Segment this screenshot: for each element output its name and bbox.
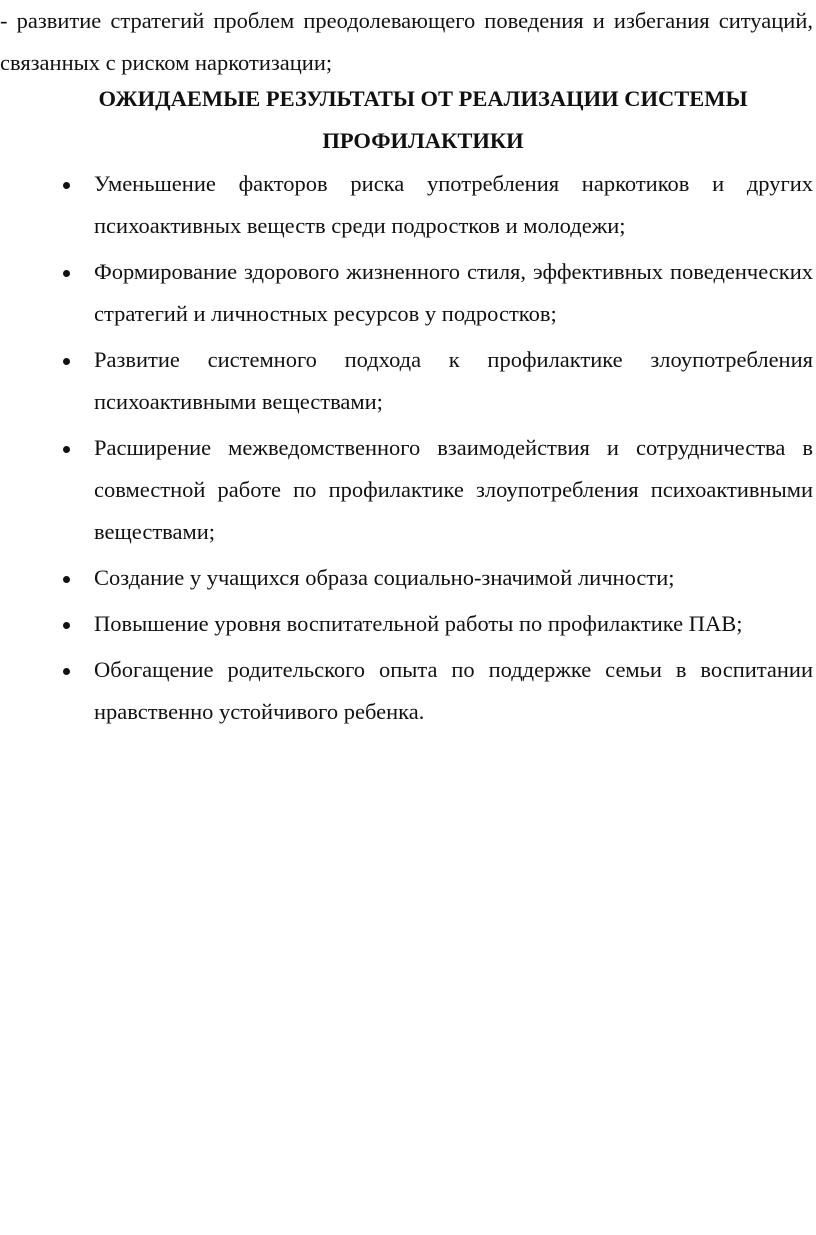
bullet-icon xyxy=(63,668,70,675)
list-item xyxy=(0,603,813,645)
list-item xyxy=(0,649,813,733)
list-item xyxy=(0,339,813,423)
list-item-text: Развитие системного подхода к профилактике злоупотребления психоактивными веществами; xyxy=(94,347,813,414)
list-item-text: Создание у учащихся образа социально-значимой личности; xyxy=(94,565,675,590)
bullet-icon xyxy=(63,182,70,189)
intro-paragraph: - развитие стратегий проблем преодолевающего поведения и избегания ситуаций, связанных с риском наркотизации; xyxy=(0,8,813,75)
list-item-text: Уменьшение факторов риска употребления наркотиков и других психоактивных веществ среди подростков и молодежи; xyxy=(94,171,813,238)
results-list xyxy=(0,163,816,737)
bullet-icon xyxy=(63,576,70,583)
bullet-icon xyxy=(63,358,70,365)
list-item-text: Формирование здорового жизненного стиля, эффективных поведенческих стратегий и личностных ресурсов у подростков; xyxy=(94,259,813,326)
list-item xyxy=(0,251,813,335)
list-item xyxy=(0,557,813,599)
list-item xyxy=(0,163,813,247)
list-item-text: Повышение уровня воспитательной работы по профилактике ПАВ; xyxy=(94,611,743,636)
bullet-icon xyxy=(63,622,70,629)
bullet-icon xyxy=(63,446,70,453)
bullet-icon xyxy=(63,270,70,277)
list-item-text: Обогащение родительского опыта по поддержке семьи в воспитании нравственно устойчивого ребенка. xyxy=(94,657,813,724)
list-item xyxy=(0,427,813,553)
list-item-text: Расширение межведомственного взаимодействия и сотрудничества в совместной работе по профилактике злоупотребления психоактивными веществами; xyxy=(94,435,813,544)
section-heading: ОЖИДАЕМЫЕ РЕЗУЛЬТАТЫ ОТ РЕАЛИЗАЦИИ СИСТЕМЫ ПРОФИЛАКТИКИ xyxy=(98,86,748,153)
